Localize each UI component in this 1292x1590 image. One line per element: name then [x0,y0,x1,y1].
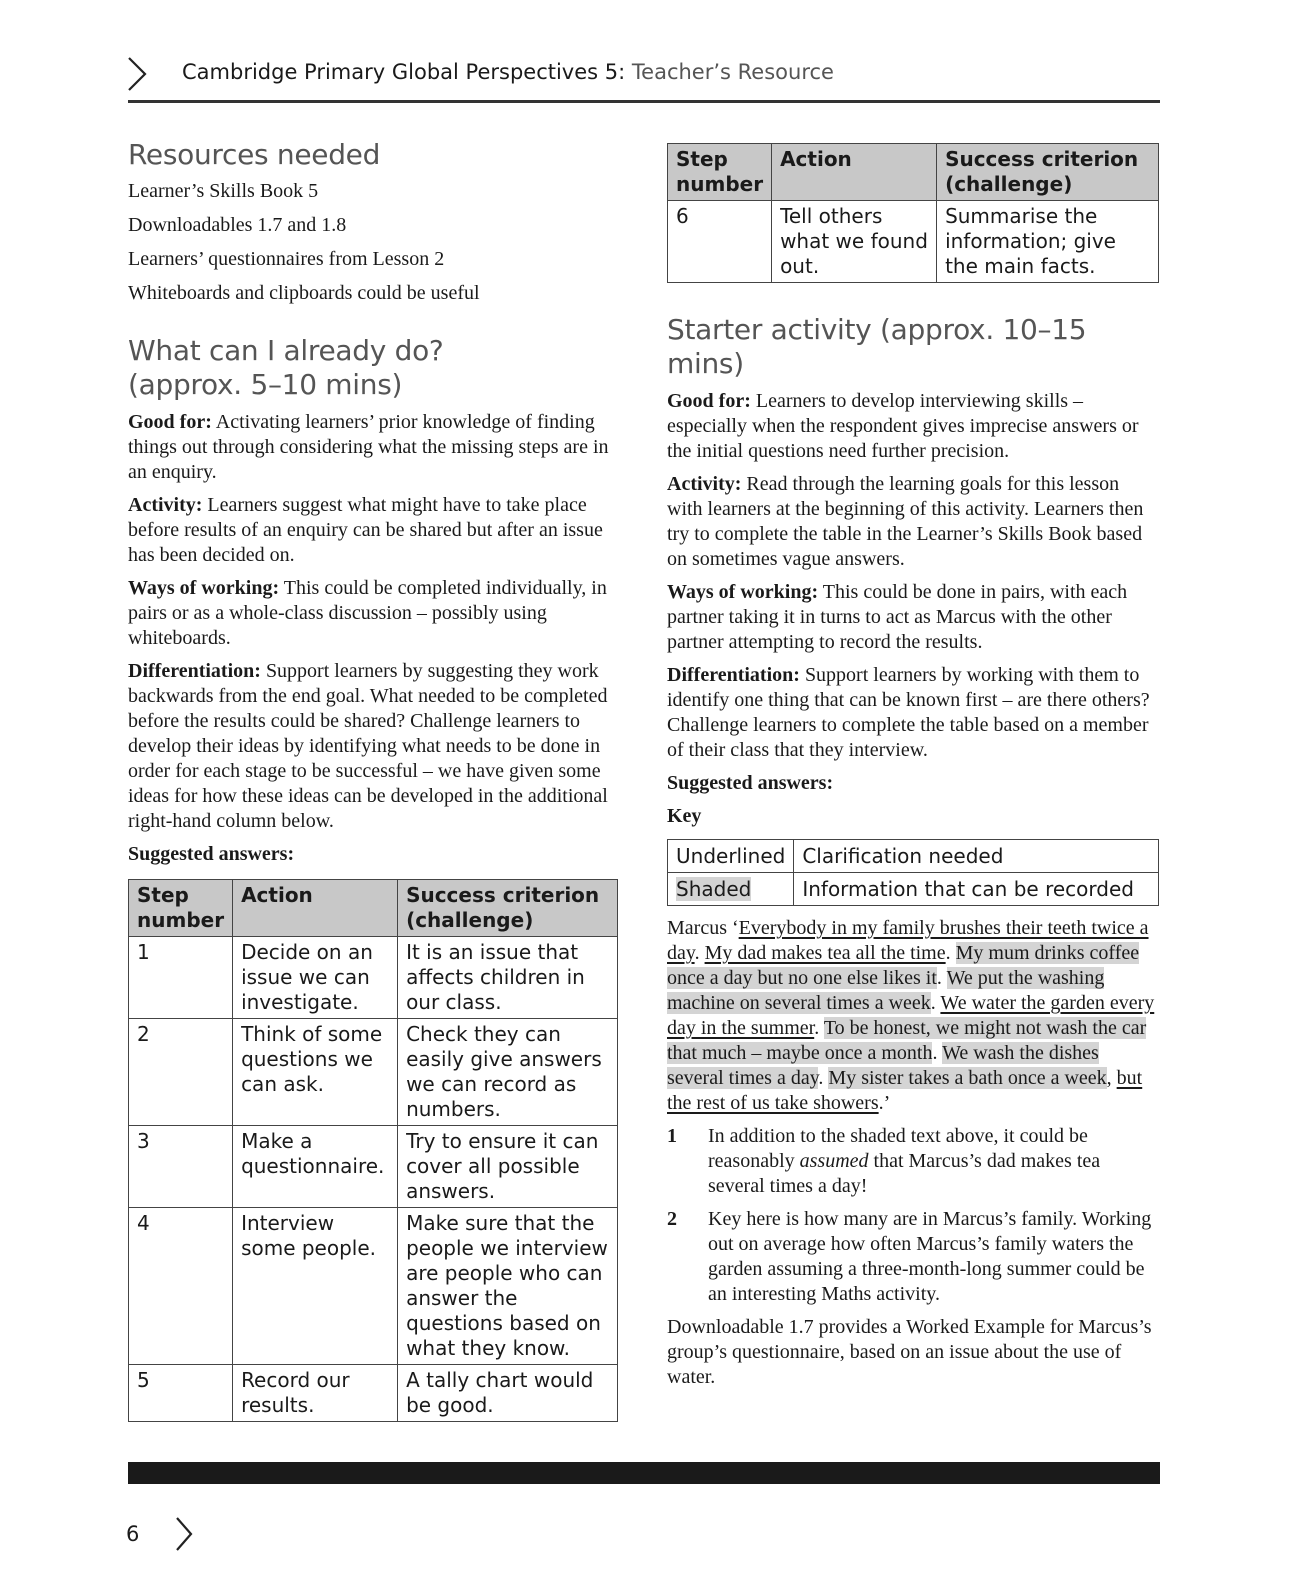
answer-number: 2 [667,1208,677,1230]
quote-open: Marcus ‘ [667,917,739,939]
already-heading-line2: (approx. 5–10 mins) [128,368,403,401]
ways-label: Ways of working: [128,577,280,599]
activity-paragraph [128,493,618,568]
quote-plain: . [930,992,941,1014]
book-subtitle: Teacher’s Resource [631,60,834,84]
answer-number: 1 [667,1125,677,1147]
cell-action: Make a questionnaire. [233,1126,398,1208]
closing-paragraph: Downloadable 1.7 provides a Worked Example for Marcus’s group’s questionnaire, based on an issue about the use of water. [667,1316,1152,1388]
header-rule [128,100,1160,103]
cell-step: 3 [129,1126,233,1208]
suggested-label: Suggested answers: [667,772,834,794]
cell-success: A tally chart would be good. [398,1365,618,1422]
header-step: Step number [129,880,233,937]
book-title: Cambridge Primary Global Perspectives 5: [182,60,626,84]
cell-success: Check they can easily give answers we can record as numbers. [398,1019,618,1126]
shaded-sample: Shaded [676,877,752,901]
cell-step: 1 [129,937,233,1019]
running-header [182,60,834,84]
ways-paragraph [128,576,618,651]
answer-emphasis: assumed [799,1150,869,1172]
cell-action: Interview some people. [233,1208,398,1365]
chevron-right-icon [126,56,148,92]
differentiation-label: Differentiation: [128,660,261,682]
header-success: Success criterion (challenge) [937,144,1159,201]
answer-item [667,1124,1159,1199]
resource-item: Whiteboards and clipboards could be useful [128,282,480,304]
activity-text: Learners suggest what might have to take place before results of an enquiry can be shared but after an issue has been decided on. [128,494,603,566]
page-number: 6 [126,1522,140,1546]
quote-plain: , [1106,1067,1117,1089]
resource-item: Learner’s Skills Book 5 [128,180,319,202]
quote-plain: . [932,1042,943,1064]
answer-text: that Marcus’s dad makes tea several times a day! [708,1150,1101,1197]
cell-action: Think of some questions we can ask. [233,1019,398,1126]
suggested-answers-label [128,842,618,867]
good-for-paragraph [667,389,1159,464]
header-action: Action [233,880,398,937]
table-row [129,1126,618,1208]
quote-plain: . [936,967,947,989]
cell-step: 5 [129,1365,233,1422]
quote-plain: . [694,942,705,964]
good-for-label: Good for: [128,411,212,433]
right-column [667,143,1159,1398]
table-row [129,1019,618,1126]
quote-underlined: We water the garden every day in the summer [667,992,1155,1039]
answer-list [667,1124,1159,1307]
steps-table [128,879,618,1422]
differentiation-text: Support learners by working with them to identify one thing that can be known first – are there others? Challenge learners to complete the table based on a member of their class that they interview. [667,664,1150,761]
activity-paragraph [667,472,1159,572]
suggested-label: Suggested answers: [128,843,295,865]
table-header-row [668,144,1159,201]
differentiation-paragraph [128,659,618,834]
suggested-answers-label [667,771,1159,796]
table-row [129,937,618,1019]
differentiation-text: Support learners by suggesting they work backwards from the end goal. What needed to be completed before the results could be shared? Challenge learners to develop their ideas by identifying what needs to be done in order for each stage to be successful – we have given some ideas for how these ideas can be developed in the additional right-hand column below. [128,660,608,832]
key-meaning: Information that can be recorded [794,873,1159,906]
good-for-paragraph [128,410,618,485]
ways-text: This could be completed individually, in pairs or as a whole-class discussion – possibly using whiteboards. [128,577,607,649]
resources-heading: Resources needed [128,138,381,171]
table-row [668,201,1159,283]
key-row [668,873,1159,906]
good-for-label: Good for: [667,390,751,412]
quote-plain: . [814,1017,824,1039]
good-for-text: Activating learners’ prior knowledge of finding things out through considering what the missing steps are in an enquiry. [128,411,609,483]
activity-text: Read through the learning goals for this lesson with learners at the beginning of this activity. Learners then try to complete the table in the Learner’s Skills Book based on sometimes vague answers. [667,473,1144,570]
header-step: Step number [668,144,772,201]
differentiation-label: Differentiation: [667,664,800,686]
key-term: Underlined [668,840,794,873]
quote-underlined: Everybody in my family brushes their teeth twice a day [667,917,1149,964]
cell-action: Decide on an issue we can investigate. [233,937,398,1019]
cell-success: Make sure that the people we interview are people who can answer the questions based on what they know. [398,1208,618,1365]
cell-step: 6 [668,201,772,283]
already-heading [128,334,618,402]
key-label-paragraph [667,804,1159,829]
header-success: Success criterion (challenge) [398,880,618,937]
ways-label: Ways of working: [667,581,819,603]
steps-table-continued [667,143,1159,283]
key-term [668,873,794,906]
differentiation-paragraph [667,663,1159,763]
marcus-quote [667,916,1159,1116]
footer-bar [128,1462,1160,1484]
quote-shaded: My sister takes a bath once a week [828,1067,1107,1089]
answer-text: Key here is how many are in Marcus’s family. Working out on average how often Marcus’s family waters the garden assuming a three-month-long summer could be an interesting Maths activity. [708,1208,1152,1305]
cell-success: Try to ensure it can cover all possible answers. [398,1126,618,1208]
resources-section [128,138,618,306]
good-for-text: Learners to develop interviewing skills – especially when the respondent gives imprecise answers or the initial questions need further precision. [667,390,1139,462]
key-table [667,839,1159,906]
activity-label: Activity: [128,494,203,516]
key-meaning: Clarification needed [794,840,1159,873]
ways-text: This could be done in pairs, with each partner taking it in turns to act as Marcus with the other partner attempting to record the results. [667,581,1128,653]
starter-heading: Starter activity (approx. 10–15 mins) [667,313,1087,380]
cell-step: 4 [129,1208,233,1365]
header-action: Action [772,144,937,201]
quote-underlined: My dad makes tea all the time [704,942,946,964]
resource-item: Downloadables 1.7 and 1.8 [128,214,347,236]
quote-shaded: To be honest, we might not wash the car that much – maybe once a month [667,1017,1147,1064]
quote-plain: . [818,1067,829,1089]
cell-success: Summarise the information; give the main facts. [937,201,1159,283]
quote-plain: . [945,942,956,964]
table-row [129,1365,618,1422]
answer-item [667,1207,1159,1307]
activity-label: Activity: [667,473,742,495]
quote-shaded: We wash the dishes several times a day [667,1042,1099,1089]
quote-underlined: but the rest of us take showers [667,1067,1143,1114]
quote-close: .’ [878,1092,891,1114]
already-heading-line1: What can I already do? [128,334,444,367]
key-row [668,840,1159,873]
cell-action: Tell others what we found out. [772,201,937,283]
cell-step: 2 [129,1019,233,1126]
key-label: Key [667,805,702,827]
cell-success: It is an issue that affects children in our class. [398,937,618,1019]
resource-item: Learners’ questionnaires from Lesson 2 [128,248,445,270]
quote-shaded: We put the washing machine on several times a week [667,967,1105,1014]
chevron-right-icon [174,1516,194,1552]
table-row [129,1208,618,1365]
ways-paragraph [667,580,1159,655]
cell-action: Record our results. [233,1365,398,1422]
table-header-row [129,880,618,937]
left-column [128,138,618,1422]
answer-text: In addition to the shaded text above, it could be reasonably [708,1125,1088,1172]
quote-shaded: My mum drinks coffee once a day but no one else likes it [667,942,1140,989]
